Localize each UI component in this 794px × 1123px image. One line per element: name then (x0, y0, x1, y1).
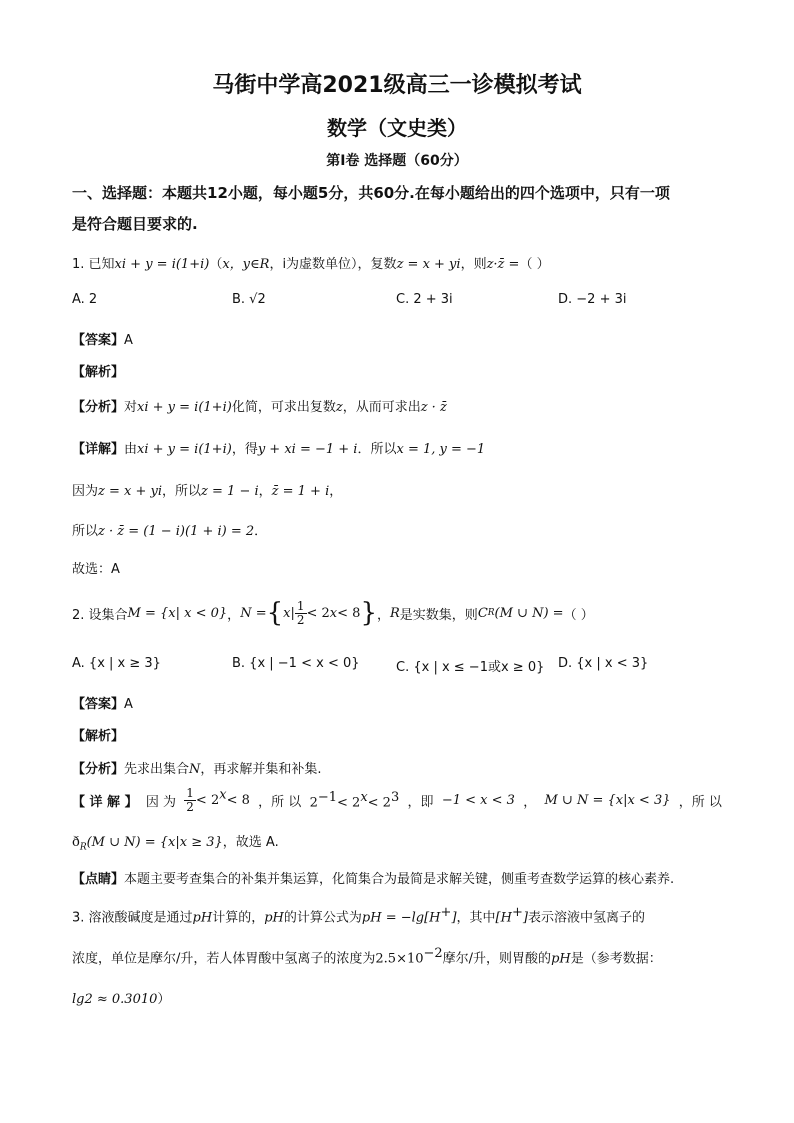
q1-l3-m1: z · z̄ = (1 − i)(1 + i) = 2 (98, 524, 255, 539)
q1-stem (72, 253, 550, 272)
q2-option-a: A. {x | x ≥ 3} (72, 656, 161, 671)
q2-stem-a: 2. 设集合 (72, 607, 128, 623)
q2-detail-m2: < 2 (195, 792, 220, 808)
q1-detail-m3: x = 1, y = −1 (396, 442, 486, 457)
q3-l1-sup: + (440, 905, 452, 920)
right-brace-icon: } (360, 598, 377, 628)
q3-l1-c: 的计算公式为 (283, 910, 362, 926)
q2-detail-line2 (72, 831, 279, 853)
q1-l3-b: ． (254, 524, 268, 539)
q3-line3 (72, 988, 170, 1007)
q2-detail-w5: ，所 以 (678, 794, 722, 810)
q2-stem-m1: M = {x| x < 0} (127, 605, 228, 621)
q1-answer-tag: 【答案】 (72, 333, 125, 348)
q2-stem-d: 是实数集，则 (399, 607, 478, 623)
q3-line2 (72, 946, 662, 966)
q3-l2-a: 浓度，单位是摩尔/升，若人体胃酸中氢离子的浓度为 (72, 951, 376, 967)
q3-l3-b: ） (157, 992, 171, 1007)
q2-stem-n-left: N = (240, 605, 267, 621)
q1-analysis-tag: 【解析】 (72, 365, 125, 380)
q3-l2-m2: pH (551, 951, 571, 967)
q2-stem-m4: C (477, 605, 488, 621)
q3-l1-sup2: + (511, 905, 523, 920)
q2-detail2-b: ，故选 A. (222, 835, 279, 850)
q2-stem-b: ， (227, 607, 241, 623)
q2-fenxi (72, 758, 322, 777)
q1-option-d: D. −2 + 3i (558, 292, 627, 307)
q1-detail-m2: y + xi = −1 + i (257, 442, 358, 457)
q2-fenxi-a: 先求出集合 (124, 762, 190, 777)
q1-stem-math3: z = x + yi (396, 257, 461, 272)
q1-detail-a: 由 (124, 442, 138, 457)
q2-frac-den: 2 (296, 612, 305, 627)
q2-stem-c: ， (376, 607, 390, 623)
q2-option-c: C. {x | x ≤ −1或x ≥ 0} (396, 660, 545, 675)
q2-answer (72, 693, 133, 712)
left-brace-icon: { (266, 598, 284, 628)
q2-point (72, 868, 674, 887)
q2-detail-m4: −1 < x < 3 (441, 792, 515, 808)
q2-detail-sup: x (219, 787, 227, 803)
q1-option-b: B. √2 (232, 292, 266, 307)
exam-subtitle: 数学（文史类） (327, 116, 467, 140)
q2-detail-sup3: −1 (317, 789, 338, 805)
q3-l3-m: lg2 ≈ 0.3010 (72, 992, 158, 1007)
q2-analysis-tag: 【解析】 (72, 729, 125, 744)
q1-detail-line3 (72, 520, 267, 539)
q1-fenxi-m3: z · z̄ (420, 400, 447, 415)
q1-stem-d: ，则 (460, 257, 487, 272)
q3-l2-b: 摩尔/升，则胃酸的 (442, 951, 552, 967)
q2-fenxi-b: ，再求解并集和补集. (200, 762, 322, 777)
q3-l1-d: ，其中 (456, 910, 496, 926)
q1-stem-prefix: 1. 已知 (72, 257, 115, 272)
q1-fenxi-a: 对 (124, 400, 138, 415)
q3-l2-c: 是（参考数据： (570, 951, 662, 967)
q3-l1-e: 表示溶液中氢离子的 (527, 910, 645, 926)
q2-detail2-m2: (M ∪ N) = {x|x ≥ 3} (86, 835, 223, 850)
q2-stem-fraction (295, 600, 307, 627)
q2-detail-tag: 【 详 解 】 (72, 794, 138, 810)
q1-option-a: A. 2 (72, 292, 98, 307)
q2-detail-w4: ， (523, 794, 537, 810)
q1-detail-tag: 【详解】 (72, 442, 125, 457)
q2-stem-n-end: < 8 (337, 605, 361, 621)
q1-l2-m2: z = 1 − i (201, 484, 259, 499)
q3-l1-b: 计算的， (212, 910, 265, 926)
q3-l2-sup: −2 (423, 946, 443, 961)
q1-fenxi-m2: z (335, 400, 343, 415)
q1-stem-c: ，i为虚数单位），复数 (269, 257, 397, 272)
q1-detail-line2 (72, 480, 342, 499)
q1-l2-m3: z̄ = 1 + i (271, 484, 330, 499)
q1-l2-a: 因为 (72, 484, 99, 499)
q2-detail-fraction (184, 787, 196, 814)
q2-detail-m3: 2 (309, 795, 318, 811)
q2-option-d: D. {x | x < 3} (558, 656, 649, 671)
q2-stem-n-post: < 2 (306, 605, 330, 621)
q1-answer-value: A (124, 333, 133, 348)
q1-stem-b: （ (209, 257, 223, 272)
q2-detail (72, 782, 722, 818)
q3-line1 (72, 905, 645, 925)
q2-detail-frac-num: 1 (186, 785, 194, 800)
q2-stem-e: （ ） (563, 607, 594, 623)
q2-detail-sup3c: 3 (390, 789, 400, 805)
q1-detail-m1: xi + y = i(1+i) (137, 442, 232, 457)
q1-fenxi (72, 396, 447, 415)
q1-stem-math4: z·z̄ = (486, 257, 520, 272)
part-heading: 第I卷 选择题（60分） (326, 153, 468, 169)
q1-answer (72, 329, 133, 348)
q1-choose: 故选：A (72, 562, 120, 577)
q2-frac-num: 1 (296, 598, 305, 613)
q2-detail-sup3b: x (360, 789, 368, 805)
q2-answer-value: A (124, 697, 133, 712)
q2-detail-ineq2 (310, 790, 400, 810)
section-instructions-line2: 是符合题目要求的. (72, 215, 198, 233)
q2-detail2-sub: R (79, 842, 87, 853)
q1-l2-d: ， (329, 484, 343, 499)
exam-title: 马街中学高2021级高三一诊模拟考试 (212, 73, 582, 98)
q2-detail-m5: M ∪ N = {x|x < 3} (544, 792, 671, 808)
q2-detail-w3: ，即 (407, 794, 434, 810)
q2-detail-w1: 因 为 (145, 794, 176, 810)
q1-fenxi-b: 化简，可求出复数 (231, 400, 336, 415)
q2-detail-frac-den: 2 (186, 799, 194, 814)
q2-stem-m4-sub: R (487, 608, 495, 618)
q2-option-b: B. {x | −1 < x < 0} (232, 656, 360, 671)
q3-l1-m3e: ] (451, 910, 457, 926)
q2-stem-n-pre: x| (283, 605, 295, 621)
q1-l2-b: ，所以 (162, 484, 202, 499)
q2-stem-sup: x (329, 605, 338, 621)
q1-stem-math2: x，y∈R (222, 257, 270, 272)
q1-l3-a: 所以 (72, 524, 99, 539)
q1-detail-b: ，得 (231, 442, 258, 457)
q2-detail-m2e: < 8 (226, 792, 250, 808)
q3-l1-m4: [H (495, 910, 512, 926)
q3-l1-m4e: ] (522, 910, 528, 926)
q2-point-text: 本题主要考查集合的补集并集运算，化简集合为最简是求解关键，侧重考查数学运算的核心素养. (124, 872, 675, 887)
q3-l2-m1: 2.5×10 (375, 951, 424, 967)
q2-detail-ineq1 (184, 787, 250, 814)
q2-point-tag: 【点睛】 (72, 872, 125, 887)
section-instructions-line1: 一、选择题：本题共12小题，每小题5分，共60分.在每小题给出的四个选项中，只有一项 (72, 184, 670, 202)
q1-l2-c: ， (258, 484, 272, 499)
q2-fenxi-tag: 【分析】 (72, 762, 125, 777)
q2-detail-w2: ，所 以 (258, 794, 302, 810)
q2-detail-m3b: < 2 (337, 795, 361, 811)
q1-fenxi-tag: 【分析】 (72, 400, 125, 415)
q1-option-c: C. 2 + 3i (396, 292, 453, 307)
q1-detail-c: ．所以 (357, 442, 397, 457)
q1-stem-e: （ ） (519, 257, 550, 272)
q3-l1-m3: pH = −lg[H (361, 910, 441, 926)
q1-l2-m1: z = x + yi (98, 484, 163, 499)
q3-l1-m1: pH (192, 910, 213, 926)
q2-fenxi-m: N (189, 762, 201, 777)
q1-fenxi-m1: xi + y = i(1+i) (137, 400, 232, 415)
q2-stem (72, 596, 594, 630)
q1-stem-math1: xi + y = i(1+i) (114, 257, 210, 272)
q3-l1-a: 3. 溶液酸碱度是通过 (72, 910, 193, 926)
q2-detail-m3c: < 2 (367, 795, 391, 811)
q2-answer-tag: 【答案】 (72, 697, 125, 712)
q1-detail (72, 438, 485, 457)
q1-fenxi-c: ，从而可求出 (342, 400, 421, 415)
q2-stem-m4-end: (M ∪ N) = (494, 605, 564, 621)
q2-stem-m3: R (390, 605, 400, 621)
q2-detail2-m: ð (72, 835, 80, 850)
q3-l1-m2: pH (264, 910, 284, 926)
